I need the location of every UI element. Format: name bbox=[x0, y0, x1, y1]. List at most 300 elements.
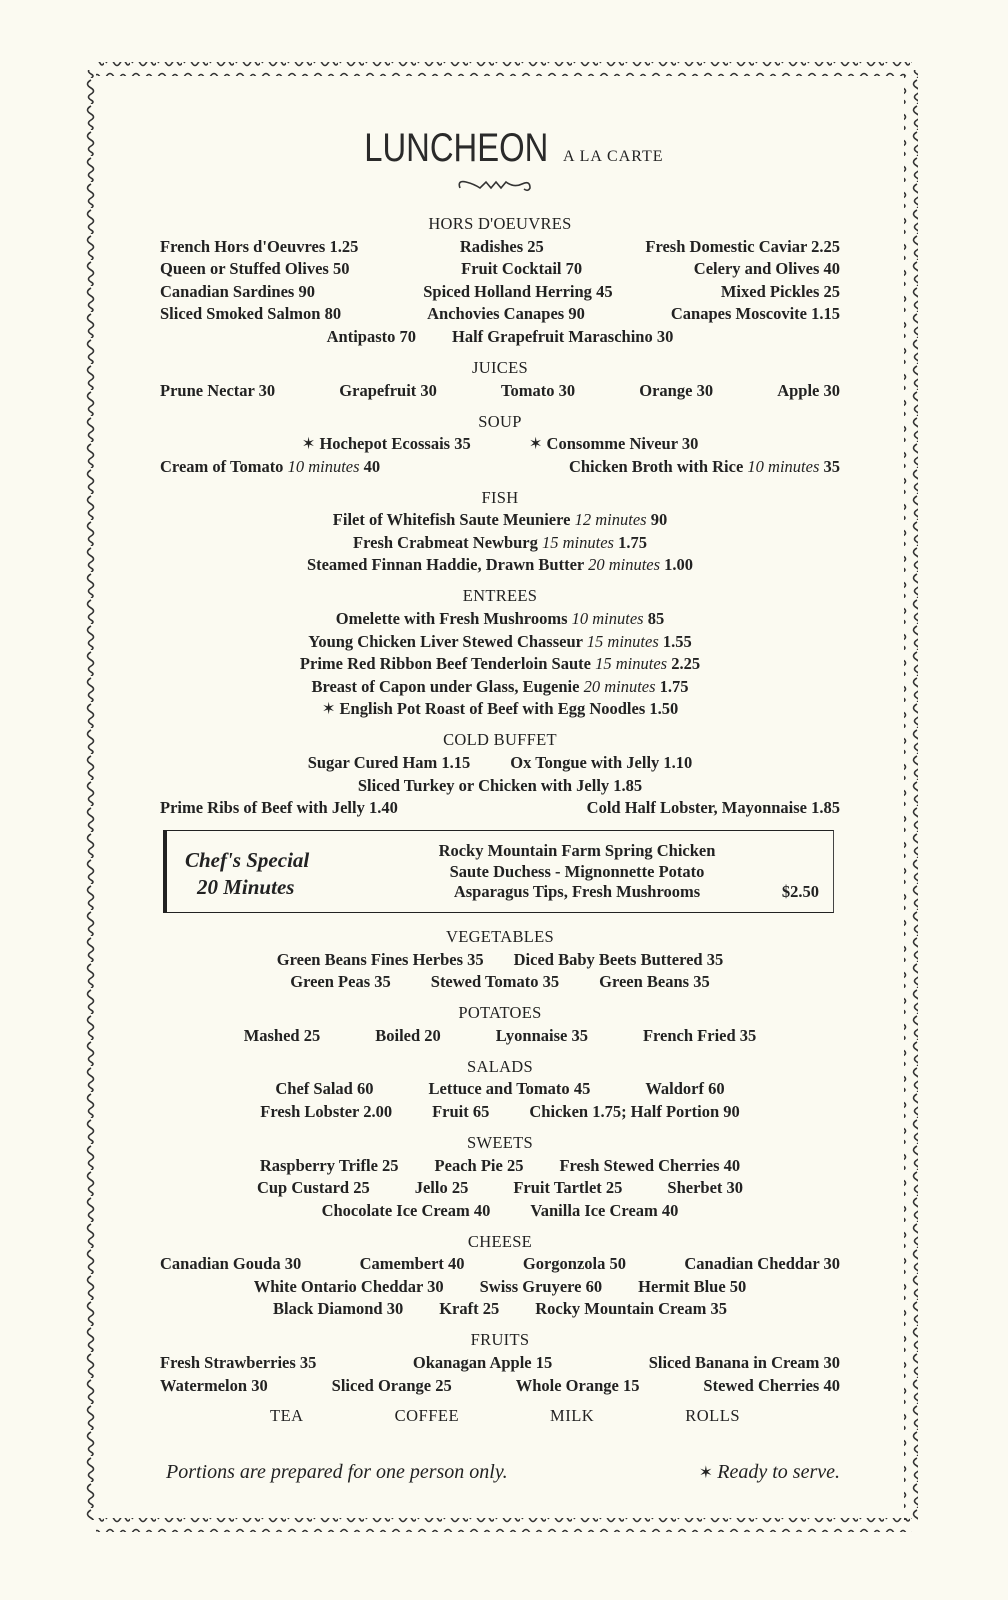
item-price: 60 bbox=[708, 1079, 725, 1099]
item-price: 60 bbox=[585, 1276, 603, 1296]
item-name: Fresh Strawberries bbox=[160, 1353, 296, 1373]
menu-item bbox=[290, 971, 391, 994]
menu-item bbox=[160, 258, 349, 281]
menu-row bbox=[160, 456, 840, 479]
menu-section bbox=[160, 1002, 840, 1047]
menu-row bbox=[160, 1276, 840, 1299]
item-name: Mixed Pickles bbox=[720, 281, 820, 301]
item-price: 35 bbox=[739, 1025, 757, 1045]
item-prep-time: 20 minutes bbox=[583, 676, 656, 696]
menu-row bbox=[160, 1101, 840, 1124]
menu-item bbox=[423, 281, 612, 304]
item-name: Grapefruit bbox=[339, 380, 417, 400]
item-name: Okanagan Apple bbox=[412, 1353, 532, 1373]
menu-item bbox=[431, 971, 559, 994]
item-name: Green Beans Fines Herbes bbox=[276, 949, 463, 969]
menu-item bbox=[160, 1375, 268, 1398]
menu-item bbox=[160, 380, 275, 403]
item-name: Diced Baby Beets Buttered bbox=[513, 949, 703, 969]
item-name: Waldorf bbox=[645, 1079, 704, 1099]
item-price: 40 bbox=[723, 1155, 741, 1175]
item-price: 35 bbox=[299, 1353, 317, 1373]
drink-milk: MILK bbox=[550, 1406, 595, 1425]
item-price: 1.15 bbox=[811, 304, 840, 324]
title-ornament-icon bbox=[455, 176, 545, 196]
item-price: 25 bbox=[482, 1299, 500, 1319]
menu-item bbox=[429, 1078, 591, 1101]
item-name: Prune Nectar bbox=[160, 380, 255, 400]
item-price: 25 bbox=[382, 1155, 399, 1175]
menu-item bbox=[439, 1298, 499, 1321]
menu-row bbox=[160, 1352, 840, 1375]
item-name: Boiled bbox=[375, 1025, 421, 1045]
item-price: 1.25 bbox=[329, 236, 359, 256]
item-name: Canapes Moscovite bbox=[670, 304, 807, 324]
item-price: 80 bbox=[324, 304, 342, 324]
menu-item bbox=[643, 1025, 756, 1048]
item-price: 70 bbox=[565, 259, 583, 279]
section-heading: HORS D'OEUVRES bbox=[428, 214, 572, 233]
menu-row bbox=[160, 281, 840, 304]
menu-row bbox=[160, 949, 840, 972]
item-price: 30 bbox=[420, 380, 437, 400]
menu-item bbox=[529, 433, 699, 456]
item-name: Celery and Olives bbox=[693, 259, 820, 279]
item-price: 25 bbox=[527, 236, 544, 256]
menu-section bbox=[160, 487, 840, 577]
menu-item bbox=[257, 1177, 370, 1200]
chefs-special-line: Saute Duchess - Mignonnette Potato bbox=[449, 861, 705, 881]
item-price: 25 bbox=[303, 1025, 321, 1045]
menu-item bbox=[645, 236, 840, 259]
menu-row bbox=[160, 1298, 840, 1321]
menu-item bbox=[353, 532, 647, 555]
item-name: Stewed Tomato bbox=[430, 972, 539, 992]
item-name: Steamed Finnan Haddie, Drawn Butter bbox=[306, 555, 584, 575]
menu-item bbox=[339, 380, 437, 403]
star-legend bbox=[699, 1461, 840, 1484]
item-name: Prime Red Ribbon Beef Tenderloin Saute bbox=[299, 654, 591, 674]
menu-item bbox=[523, 1253, 626, 1276]
menu-row bbox=[160, 532, 840, 555]
item-price: 90 bbox=[568, 304, 585, 324]
item-price: 30 bbox=[696, 380, 714, 400]
item-price: 2.25 bbox=[811, 236, 840, 256]
item-price: 40 bbox=[823, 1375, 840, 1395]
menu-item bbox=[358, 775, 642, 798]
item-price: 30 bbox=[427, 1276, 444, 1296]
menu-item bbox=[336, 608, 664, 631]
menu-item bbox=[599, 971, 710, 994]
menu-item bbox=[322, 1200, 491, 1223]
item-price: 35 bbox=[706, 949, 724, 969]
item-name: Hochepot Ecossais bbox=[319, 434, 451, 454]
menu-item bbox=[427, 303, 585, 326]
ready-to-serve-label: Ready to serve. bbox=[717, 1461, 840, 1483]
item-price: 25 bbox=[435, 1375, 452, 1395]
item-name: Fresh Stewed Cherries bbox=[559, 1155, 720, 1175]
item-name: Filet of Whitefish Saute Meuniere bbox=[332, 510, 571, 530]
menu-item bbox=[460, 236, 544, 259]
item-price: 1.40 bbox=[368, 798, 398, 818]
item-price: 30 bbox=[823, 1353, 840, 1373]
chefs-special-label: Chef's Special bbox=[185, 848, 310, 872]
menu-row bbox=[160, 653, 840, 676]
item-price: 1.75 bbox=[659, 676, 689, 696]
menu-row bbox=[160, 608, 840, 631]
item-name: Cup Custard bbox=[256, 1178, 350, 1198]
menu-item bbox=[513, 1177, 622, 1200]
menu-item bbox=[559, 1155, 740, 1178]
section-heading: VEGETABLES bbox=[445, 927, 554, 946]
menu-item bbox=[375, 1025, 441, 1048]
menu-row bbox=[160, 1025, 840, 1048]
item-price: 1.00 bbox=[664, 555, 694, 575]
item-price: 1.85 bbox=[613, 775, 643, 795]
item-price: 70 bbox=[399, 326, 417, 346]
item-name: Vanilla Ice Cream bbox=[530, 1200, 658, 1220]
item-price: 60 bbox=[357, 1079, 374, 1099]
menu-section bbox=[160, 411, 840, 479]
menu-item bbox=[160, 236, 358, 259]
item-price: 20 bbox=[424, 1025, 441, 1045]
item-name: Fruit bbox=[432, 1101, 469, 1121]
menu-section bbox=[160, 1056, 840, 1124]
menu-row bbox=[160, 752, 840, 775]
menu-row bbox=[160, 303, 840, 326]
section-heading: SALADS bbox=[467, 1056, 533, 1076]
item-price: 2.25 bbox=[671, 654, 701, 674]
item-name: Mashed bbox=[243, 1025, 300, 1045]
menu-item bbox=[415, 1177, 469, 1200]
menu-row bbox=[160, 554, 840, 577]
item-name: Anchovies Canapes bbox=[427, 304, 565, 324]
menu-item bbox=[514, 949, 724, 972]
item-price: 30 bbox=[258, 380, 276, 400]
menu-item bbox=[327, 326, 416, 349]
section-heading: SOUP bbox=[478, 411, 522, 431]
item-name: Rocky Mountain Cream bbox=[535, 1299, 707, 1319]
item-name: Lyonnaise bbox=[495, 1025, 568, 1045]
item-price: 45 bbox=[573, 1079, 591, 1099]
menu-section bbox=[160, 729, 840, 819]
item-price: 15 bbox=[622, 1375, 640, 1395]
item-price: 50 bbox=[729, 1276, 747, 1296]
item-name: Fruit Tartlet bbox=[513, 1178, 602, 1198]
star-icon: ✶ bbox=[301, 434, 316, 454]
item-name: Spiced Holland Herring bbox=[423, 281, 592, 301]
footer bbox=[166, 1461, 840, 1484]
item-name: Raspberry Trifle bbox=[259, 1155, 378, 1175]
item-price: 1.10 bbox=[663, 753, 693, 773]
menu-section bbox=[160, 1132, 840, 1222]
item-name: Watermelon bbox=[160, 1375, 248, 1395]
menu-item bbox=[254, 1276, 444, 1299]
menu-item bbox=[461, 258, 582, 281]
item-price: 25 bbox=[823, 281, 840, 301]
menu-item bbox=[260, 1155, 399, 1178]
item-name: Queen or Stuffed Olives bbox=[160, 259, 329, 279]
item-price: 1.50 bbox=[649, 699, 679, 719]
item-price: 40 bbox=[363, 456, 381, 476]
menu-row bbox=[160, 797, 840, 820]
section-heading: ENTREES bbox=[462, 586, 538, 606]
menu-row bbox=[160, 1375, 840, 1398]
menu-item bbox=[516, 1375, 640, 1398]
menu-item bbox=[311, 676, 688, 699]
menu-item bbox=[496, 1025, 588, 1048]
item-price: 30 bbox=[284, 1254, 302, 1274]
menu-item bbox=[332, 1375, 452, 1398]
item-name: Sugar Cured Ham bbox=[307, 753, 438, 773]
item-name: Fresh Domestic Caviar bbox=[645, 236, 807, 256]
item-name: Whole Orange bbox=[515, 1375, 619, 1395]
item-price: 30 bbox=[656, 326, 674, 346]
item-name: Stewed Cherries bbox=[703, 1375, 820, 1395]
menu-section bbox=[160, 926, 840, 994]
drink-rolls: ROLLS bbox=[685, 1406, 740, 1425]
item-price: 25 bbox=[506, 1155, 524, 1175]
item-name: Canadian Cheddar bbox=[684, 1254, 820, 1274]
item-price: 25 bbox=[605, 1178, 623, 1198]
item-price: 40 bbox=[473, 1200, 491, 1220]
menu-row bbox=[160, 1155, 840, 1178]
item-price: 50 bbox=[332, 259, 350, 279]
chefs-special-time: 20 Minutes bbox=[197, 875, 295, 899]
item-price: 35 bbox=[374, 972, 391, 992]
item-name: Breast of Capon under Glass, Eugenie bbox=[311, 676, 580, 696]
item-price: 1.55 bbox=[662, 631, 692, 651]
menu-item bbox=[307, 554, 693, 577]
item-name: Chef Salad bbox=[275, 1079, 353, 1099]
item-name: Consomme Niveur bbox=[546, 434, 678, 454]
item-name: Green Beans bbox=[599, 972, 690, 992]
item-name: English Pot Roast of Beef with Egg Noodles bbox=[339, 699, 646, 719]
item-name: Chicken Broth with Rice bbox=[568, 456, 744, 476]
item-price: 35 bbox=[467, 949, 484, 969]
section-heading: CHEESE bbox=[467, 1231, 533, 1251]
item-name: Hermit Blue bbox=[638, 1276, 726, 1296]
menu-item bbox=[360, 1253, 465, 1276]
chefs-special-title bbox=[185, 847, 309, 901]
item-prep-time: 10 minutes bbox=[287, 456, 360, 476]
menu-item bbox=[530, 1200, 678, 1223]
menu-item bbox=[308, 631, 692, 654]
portions-note: Portions are prepared for one person only. bbox=[166, 1461, 508, 1483]
drink-coffee: COFFEE bbox=[394, 1406, 460, 1425]
item-name: Camembert bbox=[359, 1254, 444, 1274]
menu-item bbox=[300, 653, 700, 676]
item-prep-time: 20 minutes bbox=[588, 555, 661, 575]
menu-item bbox=[703, 1375, 840, 1398]
section-heading: JUICES bbox=[472, 357, 528, 377]
item-price: 65 bbox=[472, 1101, 490, 1121]
item-name: Fresh Crabmeat Newburg bbox=[353, 532, 538, 552]
menu-item bbox=[302, 433, 471, 456]
item-price: 35 bbox=[454, 434, 471, 454]
menu-section bbox=[160, 585, 840, 721]
item-name: Cream of Tomato bbox=[160, 456, 284, 476]
menu-item bbox=[694, 258, 840, 281]
item-price: 25 bbox=[451, 1178, 469, 1198]
item-name: Apple bbox=[777, 380, 820, 400]
item-name: Gorgonzola bbox=[522, 1254, 606, 1274]
section-heading: POTATOES bbox=[458, 1003, 542, 1023]
item-name: Peach Pie bbox=[434, 1155, 503, 1175]
item-name: Fruit Cocktail bbox=[461, 259, 562, 279]
item-price: 15 bbox=[535, 1353, 553, 1373]
menu-item bbox=[160, 303, 341, 326]
menu-item bbox=[160, 1253, 301, 1276]
drinks-row bbox=[270, 1406, 740, 1426]
item-name: Half Grapefruit Maraschino bbox=[452, 326, 653, 346]
menu-item bbox=[333, 509, 667, 532]
item-price: 30 bbox=[823, 1254, 840, 1274]
menu-item bbox=[160, 797, 398, 820]
menu-row bbox=[160, 698, 840, 721]
menu-row bbox=[160, 236, 840, 259]
item-price: 90 bbox=[650, 510, 668, 530]
chefs-special-price: $2.50 bbox=[781, 882, 819, 901]
menu-row bbox=[160, 676, 840, 699]
item-name: Antipasto bbox=[326, 326, 396, 346]
menu-title bbox=[0, 126, 1008, 171]
menu-row bbox=[160, 1078, 840, 1101]
item-price: 30 bbox=[558, 380, 576, 400]
item-price: 1.85 bbox=[811, 798, 840, 818]
item-prep-time: 15 minutes bbox=[542, 532, 614, 552]
chefs-special-description bbox=[397, 841, 757, 903]
item-name: Cold Half Lobster, Mayonnaise bbox=[586, 798, 807, 818]
menu-item bbox=[649, 1352, 840, 1375]
menu-row bbox=[160, 775, 840, 798]
star-icon: ✶ bbox=[321, 699, 336, 719]
chefs-special-line: Rocky Mountain Farm Spring Chicken bbox=[438, 841, 716, 860]
menu-item bbox=[260, 1101, 392, 1124]
menu-item bbox=[432, 1101, 489, 1124]
section-heading: FRUITS bbox=[470, 1330, 530, 1350]
item-prep-time: 12 minutes bbox=[574, 510, 647, 530]
item-name: Lettuce and Tomato bbox=[428, 1079, 570, 1099]
item-price: 35 bbox=[571, 1025, 588, 1045]
menu-item bbox=[529, 1101, 739, 1124]
item-name: Black Diamond bbox=[273, 1299, 383, 1319]
item-name: Fresh Lobster bbox=[260, 1101, 360, 1121]
item-price: 35 bbox=[693, 972, 710, 992]
chefs-special-line: Asparagus Tips, Fresh Mushrooms bbox=[453, 882, 701, 901]
menu-row bbox=[160, 1253, 840, 1276]
menu-item bbox=[569, 456, 840, 479]
item-prep-time: 15 minutes bbox=[586, 631, 659, 651]
menu-section bbox=[160, 213, 840, 349]
menu-row bbox=[160, 433, 840, 456]
item-name: Prime Ribs of Beef with Jelly bbox=[160, 798, 365, 818]
menu-item bbox=[667, 1177, 743, 1200]
item-price: 2.00 bbox=[363, 1101, 393, 1121]
item-price: 50 bbox=[609, 1254, 627, 1274]
menu-item bbox=[684, 1253, 840, 1276]
menu-row bbox=[160, 380, 840, 403]
item-price: 40 bbox=[661, 1200, 679, 1220]
star-icon: ✶ bbox=[528, 434, 543, 454]
item-price: 30 bbox=[823, 380, 840, 400]
item-name: Sliced Orange bbox=[331, 1375, 432, 1395]
item-price: 30 bbox=[681, 434, 699, 454]
item-name: Ox Tongue with Jelly bbox=[510, 753, 660, 773]
item-price: 85 bbox=[647, 609, 665, 629]
item-price: 40 bbox=[823, 259, 840, 279]
menu-item bbox=[160, 1352, 316, 1375]
item-name: Sliced Turkey or Chicken with Jelly bbox=[357, 775, 610, 795]
item-price: 30 bbox=[726, 1178, 744, 1198]
item-price: 90 bbox=[298, 281, 315, 301]
menu-item bbox=[639, 380, 713, 403]
menu-row bbox=[160, 1177, 840, 1200]
title-main: LUNCHEON bbox=[364, 126, 549, 170]
item-name: Swiss Gruyere bbox=[479, 1276, 582, 1296]
item-prep-time: 15 minutes bbox=[595, 654, 668, 674]
section-heading: COLD BUFFET bbox=[443, 730, 557, 750]
menu-item bbox=[244, 1025, 321, 1048]
item-name: Sliced Smoked Salmon bbox=[160, 304, 321, 324]
menu-item bbox=[587, 797, 840, 820]
menu-item bbox=[452, 326, 673, 349]
menu-item bbox=[322, 698, 679, 721]
menu-item bbox=[160, 456, 380, 479]
item-price: 30 bbox=[251, 1375, 268, 1395]
section-heading: SWEETS bbox=[467, 1132, 533, 1152]
item-price: 45 bbox=[596, 281, 613, 301]
drink-tea: TEA bbox=[270, 1406, 304, 1425]
item-name: Orange bbox=[639, 380, 693, 400]
menu-item bbox=[413, 1352, 552, 1375]
item-price: 40 bbox=[448, 1254, 465, 1274]
menu-item bbox=[671, 303, 840, 326]
item-name: Sherbet bbox=[667, 1178, 723, 1198]
item-name: Chocolate Ice Cream bbox=[321, 1200, 470, 1220]
menu-item bbox=[721, 281, 840, 304]
item-prep-time: 10 minutes bbox=[571, 609, 644, 629]
menu-item bbox=[435, 1155, 524, 1178]
menu-row bbox=[160, 1200, 840, 1223]
menu-item bbox=[160, 281, 315, 304]
item-price: 35 bbox=[823, 456, 840, 476]
item-name: Radishes bbox=[459, 236, 524, 256]
menu-row bbox=[160, 631, 840, 654]
section-heading: FISH bbox=[481, 487, 519, 507]
star-icon: ✶ bbox=[698, 1463, 718, 1482]
menu-section bbox=[160, 1329, 840, 1397]
menu-item bbox=[308, 752, 471, 775]
menu-item bbox=[535, 1298, 727, 1321]
menu-row bbox=[160, 258, 840, 281]
menu-item bbox=[645, 1078, 724, 1101]
item-prep-time: 10 minutes bbox=[747, 456, 820, 476]
chefs-special-box bbox=[163, 830, 834, 913]
item-price: 30 bbox=[386, 1299, 404, 1319]
menu-item bbox=[777, 380, 840, 403]
item-price: 35 bbox=[542, 972, 560, 992]
menu-row bbox=[160, 971, 840, 994]
menu-item bbox=[277, 949, 484, 972]
item-name: Tomato bbox=[501, 380, 555, 400]
menu-top-sections bbox=[160, 213, 840, 828]
item-name: Sliced Banana in Cream bbox=[648, 1353, 820, 1373]
menu-row bbox=[160, 509, 840, 532]
menu-row bbox=[160, 326, 840, 349]
item-name: Jello bbox=[414, 1178, 448, 1198]
item-price: 1.75 bbox=[618, 532, 647, 552]
